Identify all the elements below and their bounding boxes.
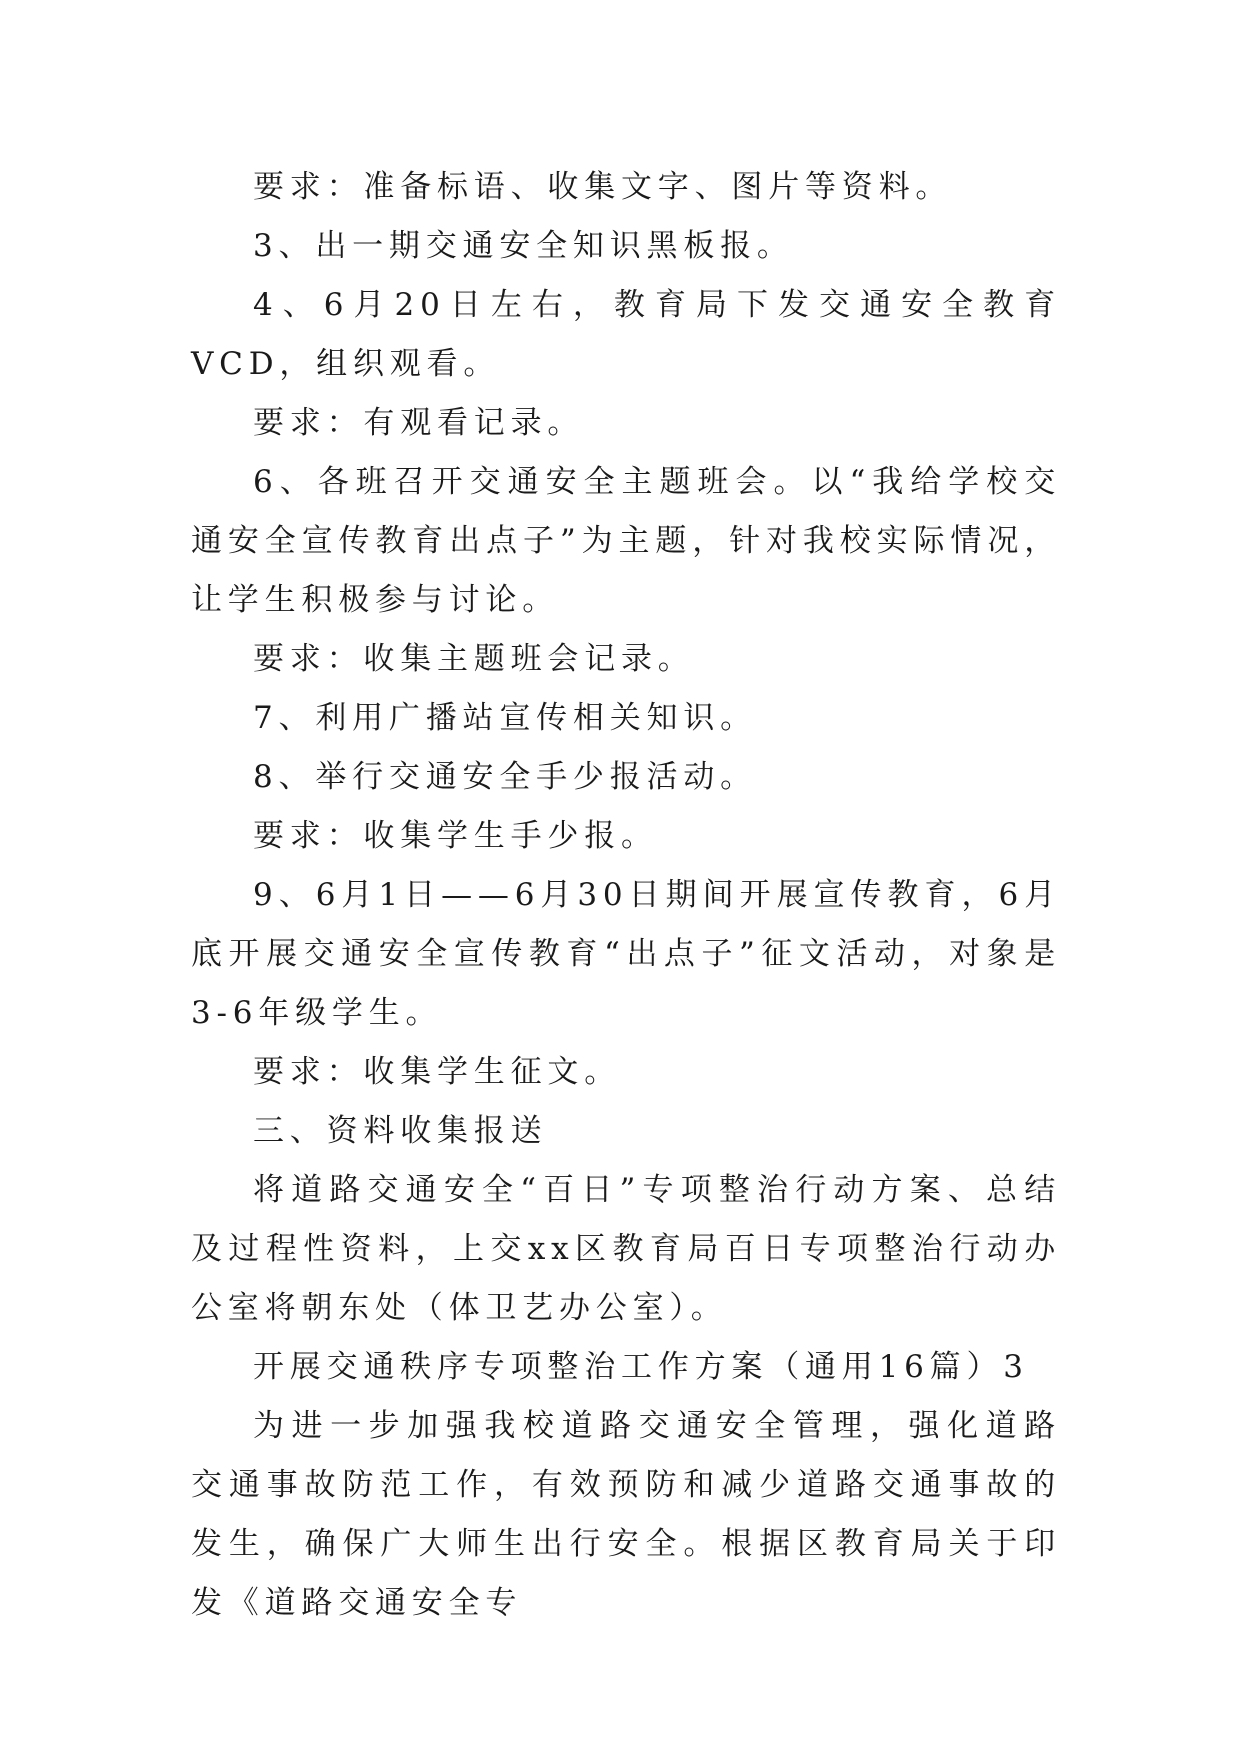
paragraph-item-9: 9、6月1日——6月30日期间开展宣传教育，6月底开展交通安全宣传教育“出点子”征文活动，对象是3-6年级学生。: [191, 877, 1061, 1031]
paragraph-requirement-viewing: 要求：有观看记录。: [253, 405, 585, 441]
document-body: [191, 158, 1061, 1633]
paragraph-item-8: 8、举行交通安全手少报活动。: [253, 759, 757, 795]
paragraph-requirement-materials: 要求：准备标语、收集文字、图片等资料。: [253, 169, 953, 205]
paragraph-item-7: 7、利用广播站宣传相关知识。: [253, 700, 757, 736]
section-heading-submission: 三、资料收集报送: [253, 1113, 548, 1149]
paragraph-requirement-newspaper: 要求：收集学生手少报。: [253, 818, 658, 854]
paragraph-item-6: 6、各班召开交通安全主题班会。以“我给学校交通安全宣传教育出点子”为主题，针对我校实际情况，让学生积极参与讨论。: [191, 464, 1061, 618]
paragraph-introduction: 为进一步加强我校道路交通安全管理，强化道路交通事故防范工作，有效预防和减少道路交通事故的发生，确保广大师生出行安全。根据区教育局关于印发《道路交通安全专: [191, 1408, 1061, 1621]
paragraph-requirement-essays: 要求：收集学生征文。: [253, 1054, 621, 1090]
paragraph-item-3: 3、出一期交通安全知识黑板报。: [253, 228, 794, 264]
document-subtitle: 开展交通秩序专项整治工作方案（通用16篇）3: [253, 1349, 1029, 1385]
paragraph-requirement-class-meeting: 要求：收集主题班会记录。: [253, 641, 695, 677]
paragraph-submission: 将道路交通安全“百日”专项整治行动方案、总结及过程性资料，上交xx区教育局百日专项整治行动办公室将朝东处（体卫艺办公室）。: [191, 1172, 1061, 1326]
paragraph-item-4: 4、6月20日左右，教育局下发交通安全教育VCD，组织观看。: [191, 287, 1061, 382]
